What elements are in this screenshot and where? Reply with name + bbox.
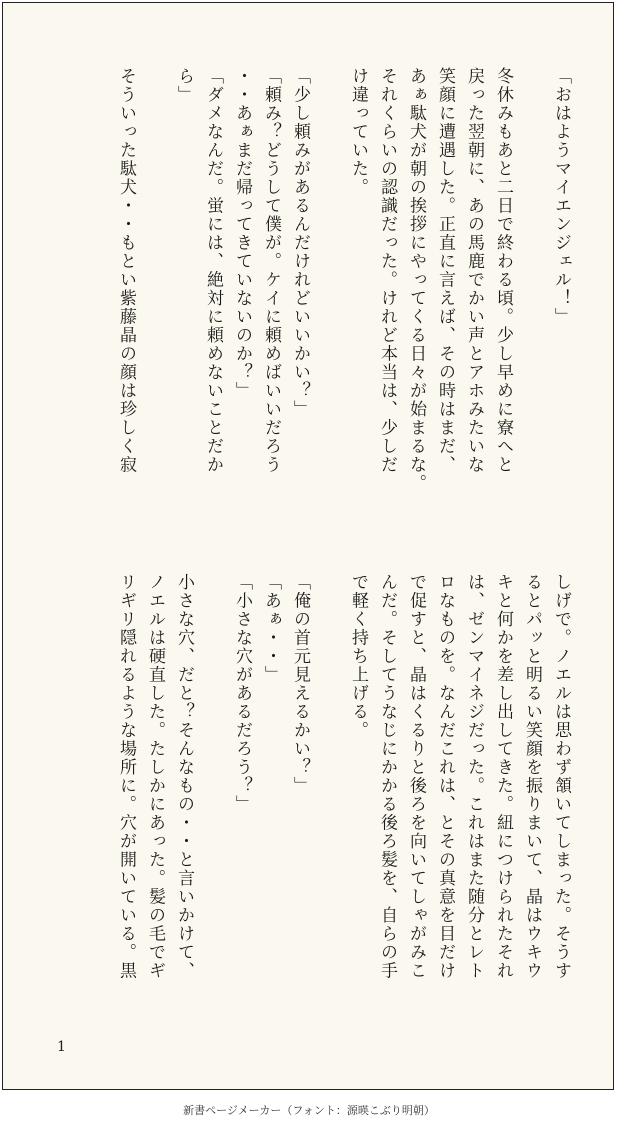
text-column: 「頼み？どうして僕が。ケイに頼めばいいだろう	[261, 67, 281, 474]
text-column: 「ダメなんだ。蛍には、絶対に頼めないことだか	[203, 67, 223, 474]
text-column: それくらいの認識だった。けれど本当は、少しだ	[377, 67, 397, 474]
text-column	[517, 67, 546, 527]
text-column: 「少し頼みがあるんだけれどいいかい？」	[290, 67, 310, 419]
text-column: ロなものを。なんだこれは、とその真意を目だけ	[435, 573, 455, 980]
text-column: ・・あぁまだ帰ってきていないのか？」	[232, 67, 252, 400]
text-column: は、ゼンマイネジだった。これはまた随分とレト	[464, 573, 484, 980]
text-column: け違っていた。	[348, 67, 368, 197]
text-column: 笑顔に遭遇した。正直に言えば、その時はまだ、	[435, 67, 455, 474]
text-column: リギリ隠れるような場所に。穴が開いている。黒	[116, 573, 136, 980]
text-column: 「小さな穴があるだろう？」	[232, 573, 252, 814]
text-column	[314, 67, 343, 527]
text-column: るとパッと明るい笑顔を振りまいて、晶はウキウ	[522, 573, 542, 980]
text-column: 「おはようマイエンジェル！」	[551, 67, 571, 326]
text-column	[140, 67, 169, 527]
text-column: で軽く持ち上げる。	[348, 573, 368, 740]
text-column: 小さな穴、だと？そんなもの・・と言いかけて、	[174, 573, 194, 980]
text-column	[314, 573, 343, 1033]
page-number: 1	[57, 1039, 66, 1055]
text-column: で促すと、晶はくるりと後ろを向いてしゃがみこ	[406, 573, 426, 980]
text-column: んだ。そしてうなじにかかる後ろ髪を、自らの手	[377, 573, 397, 980]
text-column: ら」	[174, 67, 194, 104]
text-column: ノエルは硬直した。たしかにあった。髪の毛でギ	[145, 573, 165, 980]
text-column: しげで。ノエルは思わず頷いてしまった。そうす	[551, 573, 571, 980]
book-page	[2, 2, 614, 1090]
text-column: 「俺の首元見えるかい？」	[290, 573, 310, 795]
text-block-upper	[111, 67, 575, 527]
text-column: 冬休みもあと二日で終わる頃。少し早めに寮へと	[493, 67, 513, 474]
text-column: 戻った翌朝に、あの馬鹿でかい声とアホみたいな	[464, 67, 484, 474]
text-column: キと何かを差し出してきた。紐につけられたそれ	[493, 573, 513, 980]
text-column	[198, 573, 227, 1033]
text-block-lower	[111, 573, 575, 1033]
text-column: 「あぁ・・」	[261, 573, 281, 684]
text-column: そういった駄犬・・もとい紫藤晶の顔は珍しく寂	[116, 67, 136, 474]
footer-caption: 新書ページメーカー（フォント：源暎こぶり明朝）	[183, 1104, 435, 1117]
text-column: あぁ駄犬が朝の挨拶にやってくる日々が始まるな。	[406, 67, 426, 493]
